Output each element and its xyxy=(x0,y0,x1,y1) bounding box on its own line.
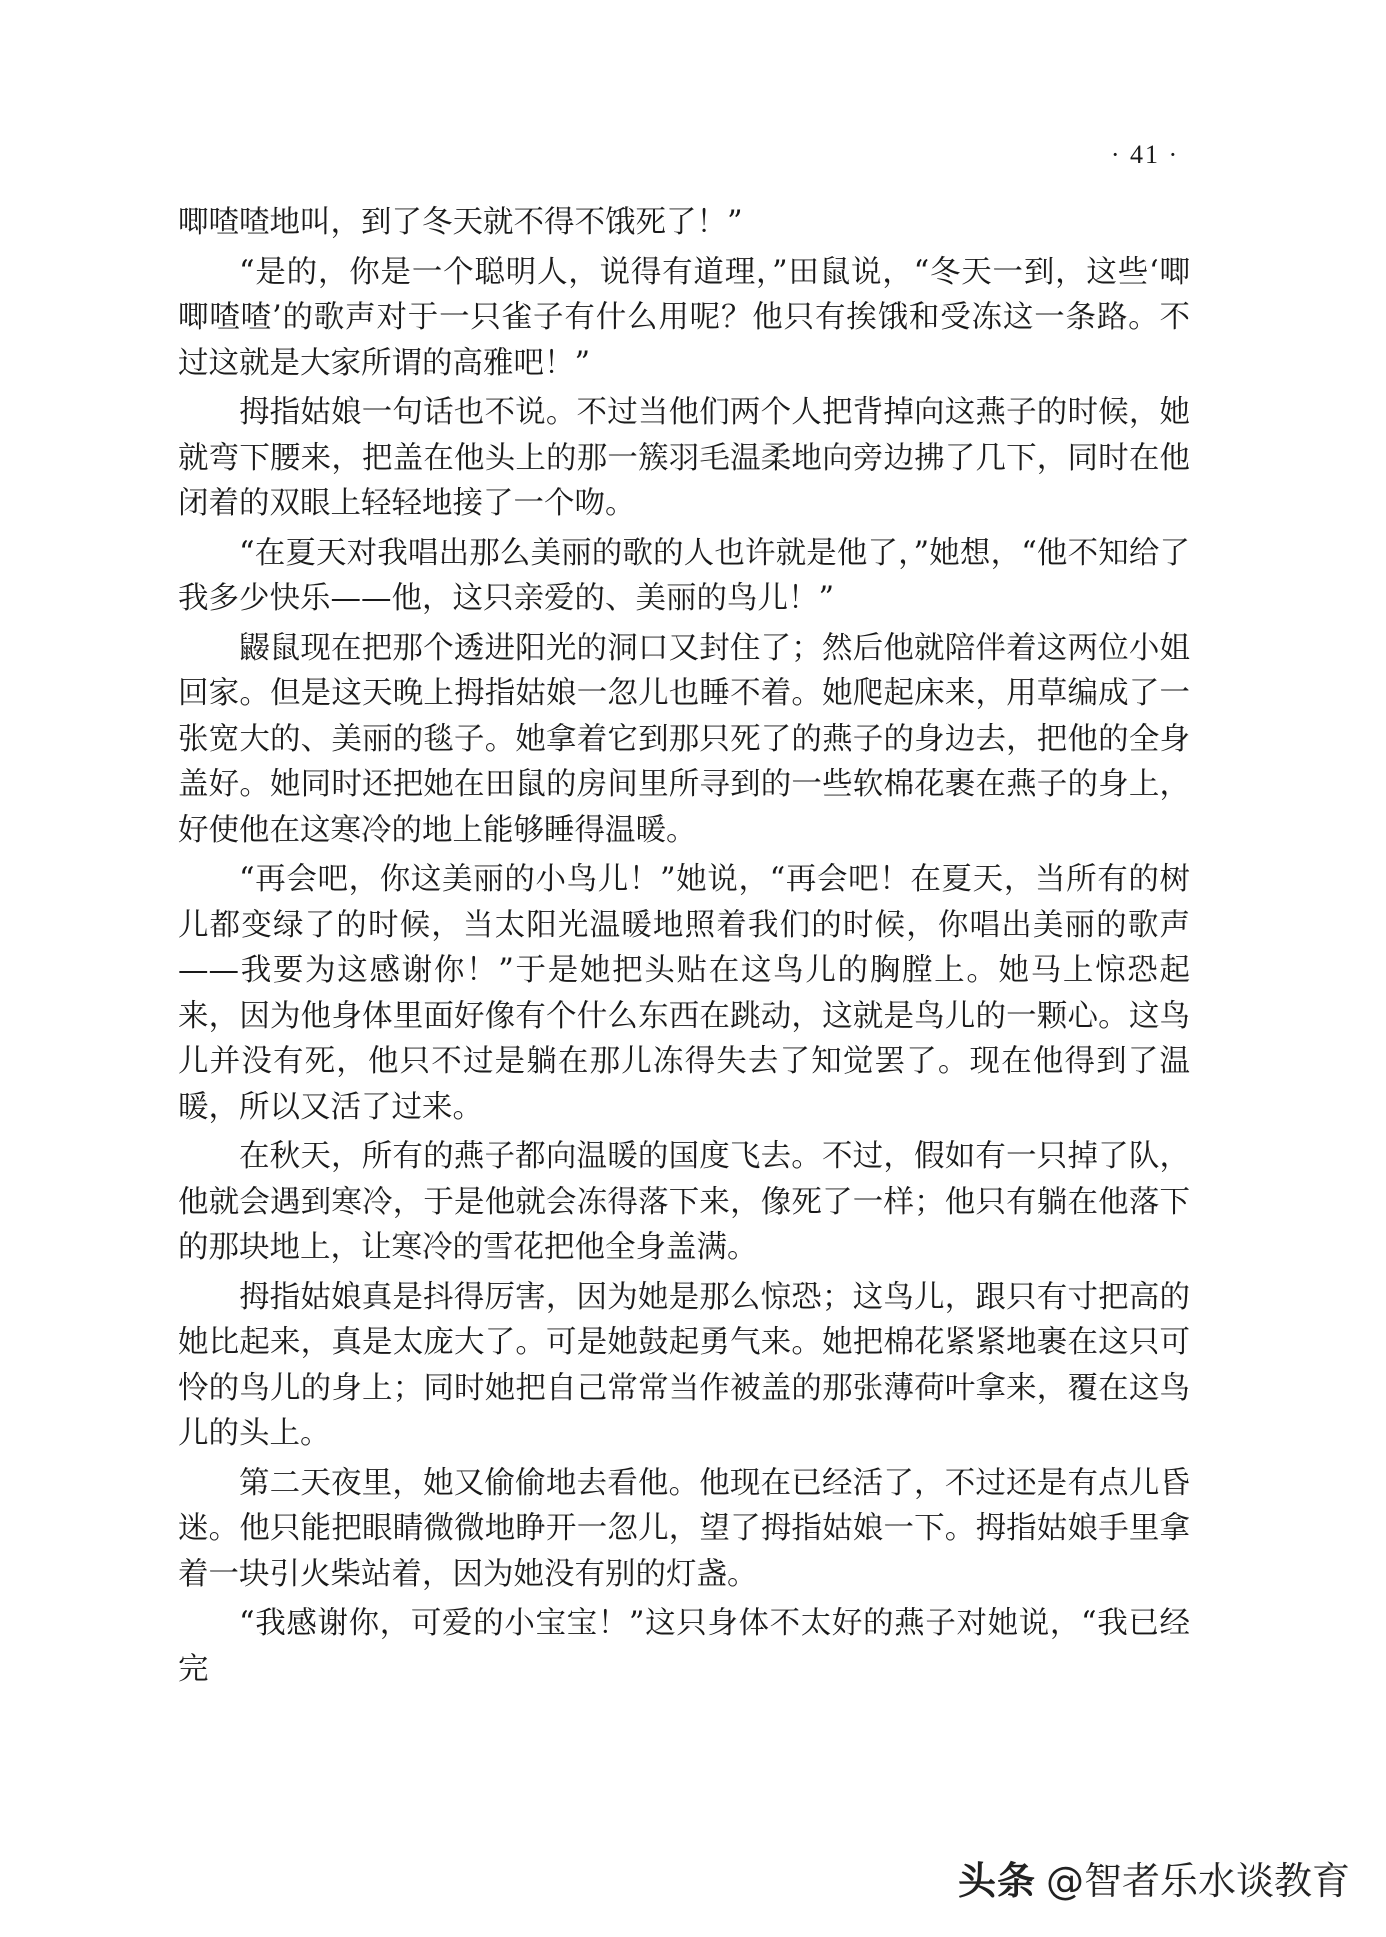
page-number: · 41 · xyxy=(1110,140,1180,169)
body-text xyxy=(178,200,1190,1696)
paragraph: 拇指姑娘一句话也不说。不过当他们两个人把背掉向这燕子的时候，她就弯下腰来，把盖在他头上的那一簇羽毛温柔地向旁边拂了几下，同时在他闭着的双眼上轻轻地接了一个吻。 xyxy=(178,395,1190,521)
paragraph: 第二天夜里，她又偷偷地去看他。他现在已经活了，不过还是有点儿昏迷。他只能把眼睛微微地睁开一忽儿，望了拇指姑娘一下。拇指姑娘手里拿着一块引火柴站着，因为她没有别的灯盏。 xyxy=(178,1465,1190,1592)
paragraph: “我感谢你，可爱的小宝宝！”这只身体不太好的燕子对她说，“我已经完 xyxy=(178,1606,1190,1687)
watermark-logo: 头条 xyxy=(957,1859,1036,1903)
paragraph: 拇指姑娘真是抖得厉害，因为她是那么惊恐；这鸟儿，跟只有寸把高的她比起来，真是太庞大了。可是她鼓起勇气来。她把棉花紧紧地裹在这只可怜的鸟儿的身上；同时她把自己常常当作被盖的那张薄荷叶拿来，覆在这鸟儿的头上。 xyxy=(178,1279,1190,1451)
paragraph: “在夏天对我唱出那么美丽的歌的人也许就是他了，”她想，“他不知给了我多少快乐——他，这只亲爱的、美丽的鸟儿！” xyxy=(178,535,1190,616)
paragraph: 在秋天，所有的燕子都向温暖的国度飞去。不过，假如有一只掉了队，他就会遇到寒冷，于是他就会冻得落下来，像死了一样；他只有躺在他落下的那块地上，让寒冷的雪花把他全身盖满。 xyxy=(178,1139,1190,1265)
watermark xyxy=(958,1850,1350,1905)
paragraph: “是的，你是一个聪明人，说得有道理，”田鼠说，“冬天一到，这些‘唧唧喳喳’的歌声对于一只雀子有什么用呢？他只有挨饿和受冻这一条路。不过这就是大家所谓的高雅吧！” xyxy=(178,254,1190,381)
paragraph: “再会吧，你这美丽的小鸟儿！”她说，“再会吧！在夏天，当所有的树儿都变绿了的时候，当太阳光温暖地照着我们的时候，你唱出美丽的歌声——我要为这感谢你！”于是她把头贴在这鸟儿的胸膛上。她马上惊恐起来，因为他身体里面好像有个什么东西在跳动，这就是鸟儿的一颗心。这鸟儿并没有死，他只不过是躺在那儿冻得失去了知觉罢了。现在他得到了温暖，所以又活了过来。 xyxy=(178,862,1190,1125)
watermark-handle: @智者乐水谈教育 xyxy=(1045,1859,1350,1903)
paragraph: 鼹鼠现在把那个透进阳光的洞口又封住了；然后他就陪伴着这两位小姐回家。但是这天晚上拇指姑娘一忽儿也睡不着。她爬起床来，用草编成了一张宽大的、美丽的毯子。她拿着它到那只死了的燕子的身边去，把他的全身盖好。她同时还把她在田鼠的房间里所寻到的一些软棉花裹在燕子的身上，好使他在这寒冷的地上能够睡得温暖。 xyxy=(178,630,1190,848)
paragraph: 唧喳喳地叫，到了冬天就不得不饿死了！” xyxy=(178,205,743,240)
